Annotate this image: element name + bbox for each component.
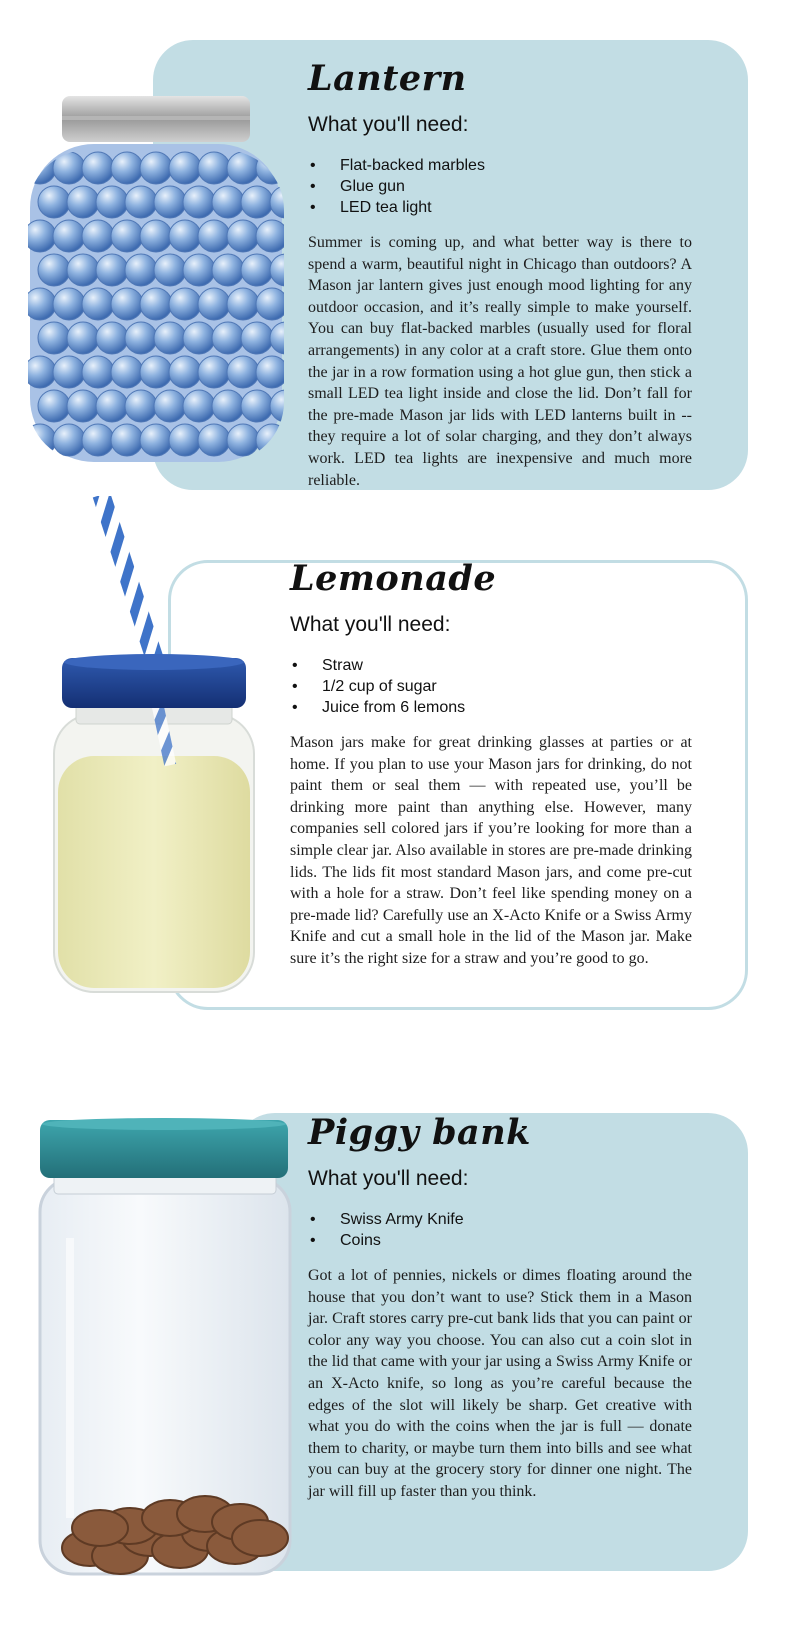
piggy-bank-content: [308, 1112, 692, 1503]
marble-shape: [125, 186, 157, 218]
marble-shape: [169, 424, 201, 456]
marble-shape: [154, 186, 186, 218]
marble-shape: [38, 322, 70, 354]
list-item: • LED tea light: [308, 197, 692, 218]
marble-shape: [53, 288, 85, 320]
marble-shape: [154, 254, 186, 286]
lantern-content: [308, 58, 692, 491]
marble-shape: [212, 186, 244, 218]
marble-shape: [241, 390, 273, 422]
section-body: Summer is coming up, and what better way is there to spend a warm, beautiful night in Chicago than outdoors? A Mason jar lantern gives just enough mood lighting for any outdoor occasion, and it’s really simple to make yourself. You can buy flat-backed marbles (usually used for floral arrangements) in any color at a craft store. Glue them onto the jar in a row formation using a hot glue gun, then stick a small LED tea light inside and close the lid. Don’t fall for the pre-made Mason jar lids with LED lanterns built in -- they require a lot of solar charging, and they don’t always work. LED tea lights are inexpensive and much more reliable.: [308, 234, 692, 489]
marble-shape: [82, 152, 114, 184]
marble-shape: [212, 322, 244, 354]
marble-shape: [24, 356, 56, 388]
marble-shape: [256, 356, 288, 388]
marble-shape: [96, 322, 128, 354]
marble-shape: [38, 186, 70, 218]
marble-shape: [140, 220, 172, 252]
marble-shape: [241, 322, 273, 354]
marble-shape: [111, 424, 143, 456]
marble-shape: [125, 254, 157, 286]
needs-list: [308, 1209, 692, 1251]
needs-list: [308, 155, 692, 218]
penny-shape: [232, 1520, 288, 1556]
marble-shape: [256, 424, 288, 456]
marble-shape: [256, 288, 288, 320]
section-body: Mason jars make for great drinking glasses at parties or at home. If you plan to use your Mason jars for drinking, do not paint them or seal them — with repeated use, you’ll be drinking more paint than anything else. However, many companies sell colored jars if you’re looking for more than a simple clear jar. Also available in stores are pre-made drinking lids. The lids fit most standard Mason jars, and come pre-cut with a hole for a straw. Don’t feel like spending money on a pre-made lid? Carefully use an X-Acto Knife or a Swiss Army Knife and cut a small hole in the lid of the Mason jar. Make sure it’s the right size for a straw and you’re good to go.: [290, 734, 692, 967]
marble-shape: [169, 152, 201, 184]
marble-shape: [154, 390, 186, 422]
section-title: Lemonade: [290, 558, 497, 599]
marble-shape: [140, 152, 172, 184]
marble-shape: [183, 186, 215, 218]
marble-shape: [198, 356, 230, 388]
section-body: Got a lot of pennies, nickels or dimes floating around the house that you don’t want to use? Stick them in a Mason jar. Craft stores carry pre-cut bank lids that you can paint or color any way you choose. You can also cut a coin slot in the lid that came with your jar using a Swiss Army Knife or an X-Acto knife, so long as you’re careful because the edges of the slot will likely be sharp. Get creative with what you do with the coins when the jar is full — donate them to charity, or maybe turn them into bills and see what you can buy at the grocery story for dinner one night. The jar will fill up faster than you think.: [308, 1267, 692, 1500]
marble-shape: [154, 322, 186, 354]
needs-label: What you'll need:: [308, 1167, 469, 1190]
needs-list: [290, 655, 692, 718]
list-item: • Glue gun: [308, 176, 692, 197]
marble-shape: [227, 288, 259, 320]
marble-shape: [67, 322, 99, 354]
marble-shape: [198, 424, 230, 456]
list-item: • Swiss Army Knife: [308, 1209, 692, 1230]
penny-shape: [72, 1510, 128, 1546]
list-item: • Coins: [308, 1230, 692, 1251]
marble-shape: [67, 390, 99, 422]
marble-shape: [96, 186, 128, 218]
marble-shape: [82, 220, 114, 252]
section-title: Lantern: [308, 58, 467, 99]
marble-shape: [111, 152, 143, 184]
marble-shape: [169, 288, 201, 320]
marble-shape: [140, 424, 172, 456]
marble-shape: [53, 424, 85, 456]
marble-shape: [212, 254, 244, 286]
marble-shape: [53, 220, 85, 252]
marble-shape: [241, 186, 273, 218]
marble-shape: [198, 220, 230, 252]
marble-shape: [227, 356, 259, 388]
marble-shape: [227, 424, 259, 456]
marble-shape: [198, 152, 230, 184]
marble-shape: [140, 288, 172, 320]
marble-shape: [67, 254, 99, 286]
lemonade-jar-image: [48, 496, 268, 996]
marble-shape: [183, 254, 215, 286]
list-item: • 1/2 cup of sugar: [290, 676, 692, 697]
marble-shape: [212, 390, 244, 422]
section-title: Piggy bank: [308, 1112, 531, 1153]
marble-shape: [125, 322, 157, 354]
marble-shape: [38, 254, 70, 286]
piggy-bank-jar-image: [30, 1118, 300, 1578]
marble-shape: [256, 220, 288, 252]
marble-shape: [198, 288, 230, 320]
marble-shape: [38, 390, 70, 422]
list-item: • Juice from 6 lemons: [290, 697, 692, 718]
marble-shape: [53, 356, 85, 388]
marble-shape: [82, 356, 114, 388]
marble-shape: [111, 288, 143, 320]
marble-shape: [183, 390, 215, 422]
marble-shape: [256, 152, 288, 184]
needs-label: What you'll need:: [290, 613, 451, 636]
marble-shape: [227, 220, 259, 252]
lemonade-content: [290, 558, 692, 970]
list-item: • Straw: [290, 655, 692, 676]
marble-shape: [96, 254, 128, 286]
marble-shape: [183, 322, 215, 354]
marble-shape: [82, 288, 114, 320]
marble-shape: [169, 220, 201, 252]
marble-shape: [169, 356, 201, 388]
marble-shape: [24, 424, 56, 456]
marble-shape: [24, 220, 56, 252]
marble-shape: [140, 356, 172, 388]
needs-label: What you'll need:: [308, 113, 469, 136]
marble-shape: [111, 220, 143, 252]
marble-shape: [82, 424, 114, 456]
marble-shape: [24, 288, 56, 320]
marble-shape: [24, 152, 56, 184]
marble-shape: [111, 356, 143, 388]
marble-shape: [125, 390, 157, 422]
marble-shape: [67, 186, 99, 218]
marble-shape: [96, 390, 128, 422]
marble-shape: [241, 254, 273, 286]
lantern-jar-image: [22, 92, 290, 472]
list-item: • Flat-backed marbles: [308, 155, 692, 176]
